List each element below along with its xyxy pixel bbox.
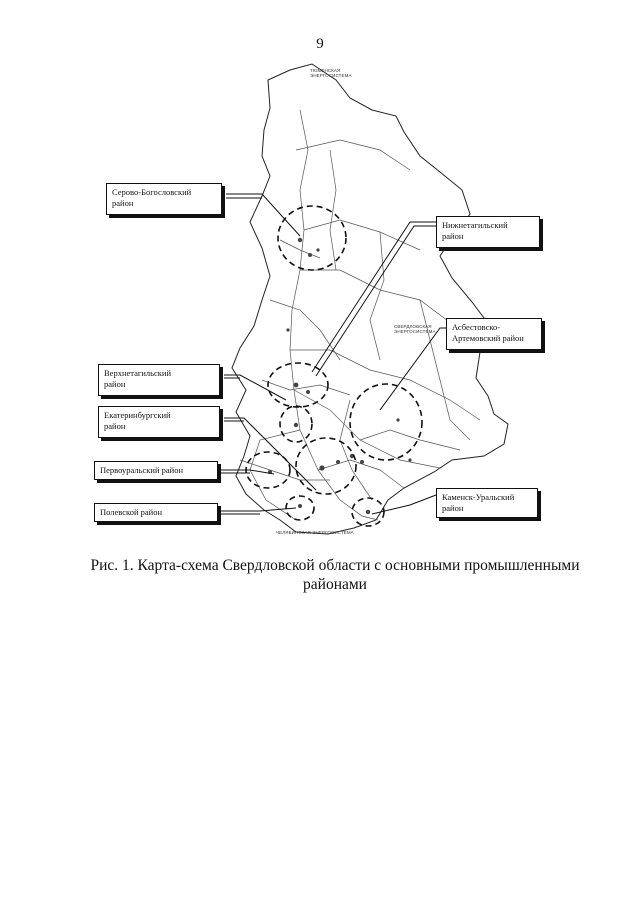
- region-outline: [232, 64, 508, 534]
- caption-line-2: районами: [303, 576, 367, 593]
- circle-ekb: [296, 438, 356, 494]
- leader-lines: [220, 194, 446, 514]
- page-number: 9: [316, 36, 324, 52]
- label-verkhnetagil-district: Верхнетагильский район: [98, 364, 220, 396]
- circle-serovo: [278, 206, 346, 270]
- label-pervouralsk-district: Первоуральский район: [94, 461, 218, 480]
- label-ekb-district: Екатеринбургский район: [98, 406, 220, 438]
- network-lines: [240, 110, 480, 520]
- label-asbest-district: Асбестовско- Артемовский район: [446, 318, 542, 350]
- neighbor-label-top: ТЮМЕНСКАЯ ЭНЕРГОСИСТЕМА: [310, 68, 352, 78]
- label-serovo-district: Серово-Богословский район: [106, 183, 222, 215]
- label-polevskoy-district: Полевской район: [94, 503, 218, 522]
- caption-line-1: Рис. 1. Карта-схема Свердловской области с основными промышленными: [90, 557, 580, 574]
- label-kamensk-district: Каменск-Уральский район: [436, 488, 538, 518]
- neighbor-label-bottom: ЧЕЛЯБИНСКАЯ ЭНЕРГОСИСТЕМА: [276, 530, 354, 535]
- region-label-center: СВЕРДЛОВСКАЯ ЭНЕРГОСИСТЕМА: [394, 324, 436, 334]
- circle-asbest: [350, 384, 422, 460]
- figure-caption: [70, 556, 600, 594]
- label-nizhnetagil-district: Нижнетагильский район: [436, 216, 540, 248]
